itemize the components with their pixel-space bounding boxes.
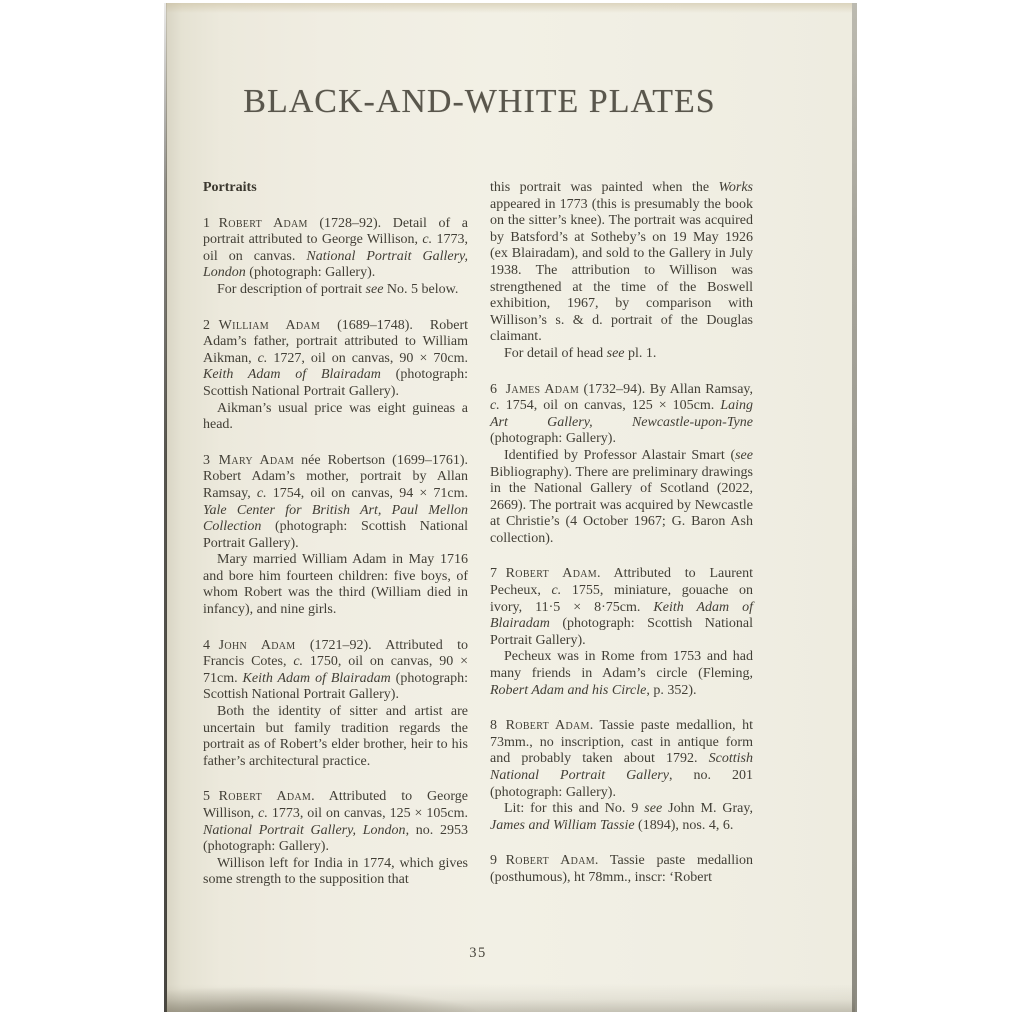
entry-6 bbox=[490, 382, 753, 548]
entry-7 bbox=[490, 566, 753, 699]
entry-5-continuation bbox=[490, 180, 753, 363]
catalogue-paragraph: 4 John Adam (1721–92). Attributed to Francis Cotes, c. 1750, oil on canvas, 90 × 71cm. Keith Adam of Blairadam (photograph: Scottish National Portrait Gallery). bbox=[203, 637, 469, 703]
catalogue-paragraph: 3 Mary Adam née Robertson (1699–1761). Robert Adam’s mother, portrait by Allan Ramsay, c. 1754, oil on canvas, 94 × 71cm. Yale Center for British Art, Paul Mellon Collection (photograph: Scottish National Portrait Gallery). bbox=[203, 452, 468, 551]
entry-2 bbox=[203, 318, 468, 434]
catalogue-paragraph: 9 Robert Adam. Tassie paste medallion (posthumous), ht 78mm., inscr: ‘Robert bbox=[490, 853, 753, 885]
right-column bbox=[490, 180, 753, 887]
book-page bbox=[166, 3, 855, 1012]
catalogue-paragraph: 2 William Adam (1689–1748). Robert Adam’s father, portrait attributed to William Aikman, c. 1727, oil on canvas, 90 × 70cm. Keith Adam of Blairadam (photograph: Scottish National Portrait Gallery). bbox=[203, 317, 468, 399]
catalogue-paragraph: For detail of head see pl. 1. bbox=[504, 345, 657, 361]
page-right-edge bbox=[852, 3, 857, 1012]
entry-4 bbox=[203, 638, 468, 771]
catalogue-paragraph: 1 Robert Adam (1728–92). Detail of a portrait attributed to George Willison, c. 1773, oil on canvas. National Portrait Gallery, London (photograph: Gallery). bbox=[203, 215, 469, 281]
catalogue-paragraph: 6 James Adam (1732–94). By Allan Ramsay, c. 1754, oil on canvas, 125 × 105cm. Laing Art Gallery, Newcastle-upon-Tyne (photograph: Gallery). bbox=[490, 381, 754, 447]
page-title: BLACK-AND-WHITE PLATES bbox=[243, 83, 716, 120]
entry-9 bbox=[490, 853, 753, 886]
catalogue-paragraph: 8 Robert Adam. Tassie paste medallion, ht 73mm., no inscription, cast in antique form and probably taken about 1792. Scottish National Portrait Gallery, no. 201 (photograph: Gallery). bbox=[490, 718, 754, 800]
catalogue-paragraph: Willison left for India in 1774, which gives some strength to the supposition that bbox=[203, 855, 468, 888]
catalogue-paragraph: Lit: for this and No. 9 see John M. Gray, James and William Tassie (1894), nos. 4, 6. bbox=[490, 801, 753, 833]
catalogue-paragraph: 5 Robert Adam. Attributed to George Willison, c. 1773, oil on canvas, 125 × 105cm. National Portrait Gallery, London, no. 2953 (photograph: Gallery). bbox=[203, 789, 468, 855]
entry-8 bbox=[490, 718, 753, 834]
catalogue-paragraph: this portrait was painted when the Works appeared in 1773 (this is presumably the book on the sitter’s knee). The portrait was acquired by Batsford’s at Sotheby’s on 19 May 1926 (ex Blairadam), and sold to the Gallery in July 1938. The attribution to Willison was strengthened at the time of the Boswell exhibition, 1967, by comparison with Willison’s s. & d. portrait of the Douglas claimant. bbox=[490, 180, 753, 345]
catalogue-paragraph: Identified by Professor Alastair Smart (see Bibliography). There are preliminary drawings in the National Gallery of Scotland (2022, 2669). The portrait was acquired by Newcastle at Christie’s (4 October 1967; G. Baron Ash collection). bbox=[490, 447, 753, 546]
entry-3 bbox=[203, 453, 468, 619]
catalogue-paragraph: Pecheux was in Rome from 1753 and had many friends in Adam’s circle (Fleming, Robert Adam and his Circle, p. 352). bbox=[490, 649, 753, 698]
left-column bbox=[203, 180, 468, 889]
catalogue-paragraph: 7 Robert Adam. Attributed to Laurent Pecheux, c. 1755, miniature, gouache on ivory, 11·5 × 8·75cm. Keith Adam of Blairadam (photograph: Scottish National Portrait Gallery). bbox=[490, 566, 753, 648]
section-heading: Portraits bbox=[203, 180, 257, 195]
catalogue-paragraph: For description of portrait see No. 5 below. bbox=[217, 281, 459, 297]
catalogue-paragraph: Both the identity of sitter and artist are uncertain but family tradition regards the portrait as of Robert’s elder brother, heir to his father’s architectural practice. bbox=[203, 704, 468, 769]
catalogue-paragraph: Mary married William Adam in May 1716 and bore him fourteen children: five boys, of whom Robert was the third (William died in infancy), and nine girls. bbox=[203, 552, 468, 618]
catalogue-paragraph: Aikman’s usual price was eight guineas a head. bbox=[203, 400, 468, 433]
entry-5 bbox=[203, 789, 468, 889]
page-bottom-shadow bbox=[166, 984, 855, 1012]
page-number: 35 bbox=[469, 945, 487, 961]
page-left-edge bbox=[164, 3, 167, 1012]
entry-1 bbox=[203, 216, 468, 299]
